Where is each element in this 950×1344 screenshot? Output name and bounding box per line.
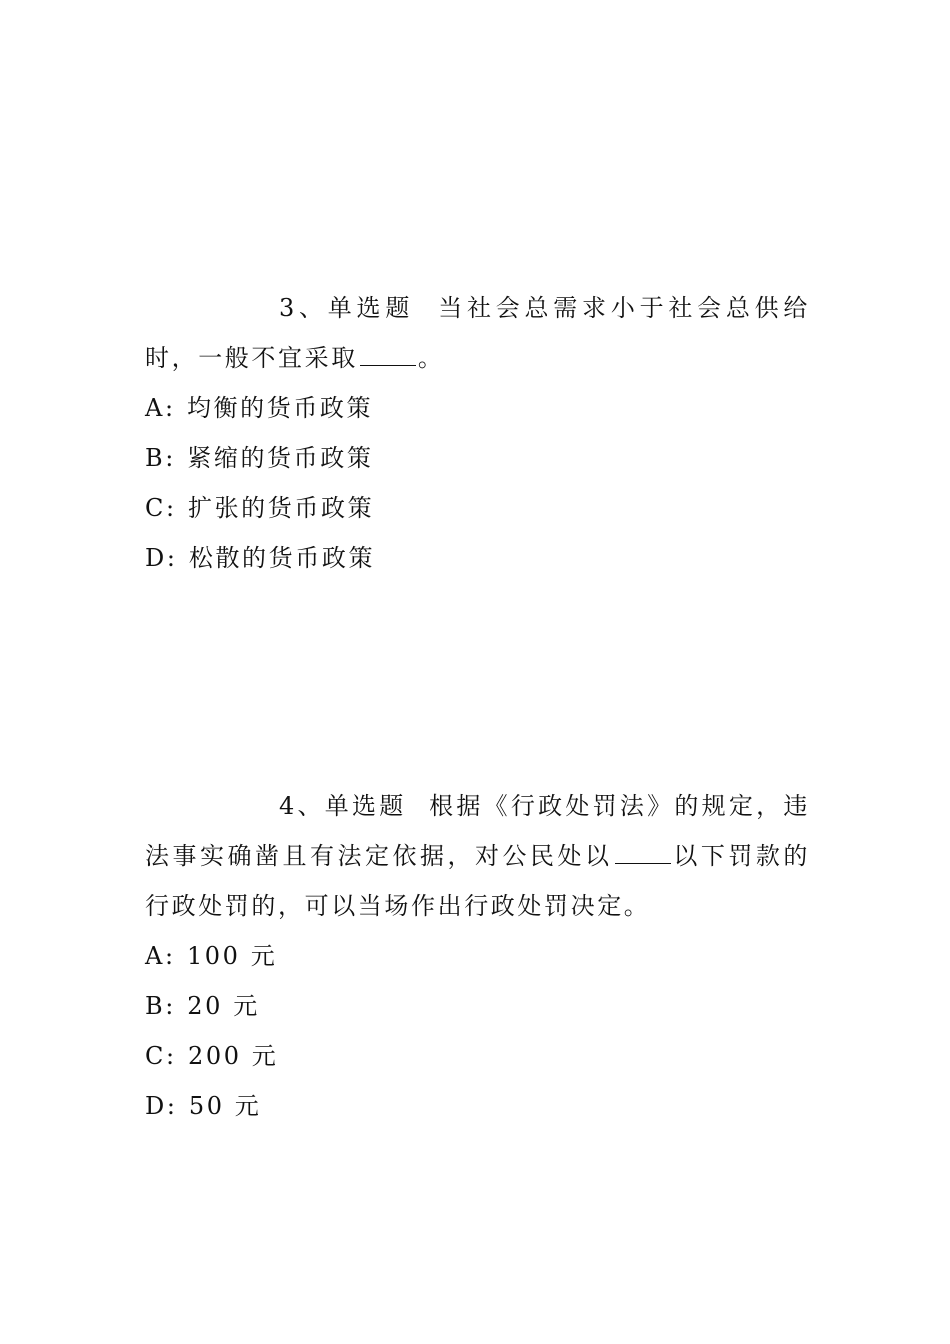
option-text: 扩张的货币政策 <box>187 494 375 522</box>
question-stem <box>145 283 810 383</box>
option-separator: : <box>166 1092 178 1120</box>
option-letter: D <box>145 544 167 572</box>
option-letter: C <box>145 1042 166 1070</box>
options-list <box>145 383 810 583</box>
option-letter: B <box>145 992 166 1020</box>
question-number: 4、 <box>279 792 325 820</box>
option-d <box>145 533 810 583</box>
stem-text-before-blank: 当社会总需求小于社会总供给时，一般不宜采取 <box>145 294 810 372</box>
option-c <box>145 1031 810 1081</box>
option-d <box>145 1081 810 1131</box>
question-type: 单选题 <box>324 792 407 820</box>
option-letter: C <box>145 494 166 522</box>
option-text: 200 元 <box>187 1042 279 1070</box>
option-separator: : <box>166 544 178 572</box>
stem-text-after-blank: 以下罚款的行政处罚的，可以当场作出行政处罚决定。 <box>145 842 810 920</box>
option-c <box>145 483 810 533</box>
option-letter: D <box>145 1092 167 1120</box>
option-letter: B <box>145 444 166 472</box>
option-separator: : <box>165 992 176 1020</box>
question-stem <box>145 781 810 931</box>
option-b <box>145 981 810 1031</box>
options-list <box>145 931 810 1131</box>
option-a <box>145 931 810 981</box>
question-3 <box>145 283 810 583</box>
stem-text-before-blank: 根据《行政处罚法》的规定，违法事实确凿且有法定依据，对公民处以 <box>145 792 810 870</box>
option-separator: : <box>165 1042 177 1070</box>
option-separator: : <box>165 494 177 522</box>
option-separator: : <box>164 394 176 422</box>
stem-text-after-blank: 。 <box>417 344 445 372</box>
option-a <box>145 383 810 433</box>
option-text: 20 元 <box>187 992 260 1020</box>
question-type: 单选题 <box>327 294 415 322</box>
question-4 <box>145 781 810 1131</box>
option-text: 50 元 <box>188 1092 262 1120</box>
option-text: 均衡的货币政策 <box>186 394 374 422</box>
option-text: 100 元 <box>186 942 278 970</box>
option-separator: : <box>164 942 176 970</box>
option-separator: : <box>165 444 176 472</box>
option-letter: A <box>145 394 165 422</box>
answer-blank <box>615 843 671 864</box>
option-b <box>145 433 810 483</box>
option-text: 紧缩的货币政策 <box>187 444 374 472</box>
option-letter: A <box>145 942 165 970</box>
question-number: 3、 <box>279 294 328 322</box>
answer-blank <box>360 345 416 366</box>
option-text: 松散的货币政策 <box>188 544 376 572</box>
